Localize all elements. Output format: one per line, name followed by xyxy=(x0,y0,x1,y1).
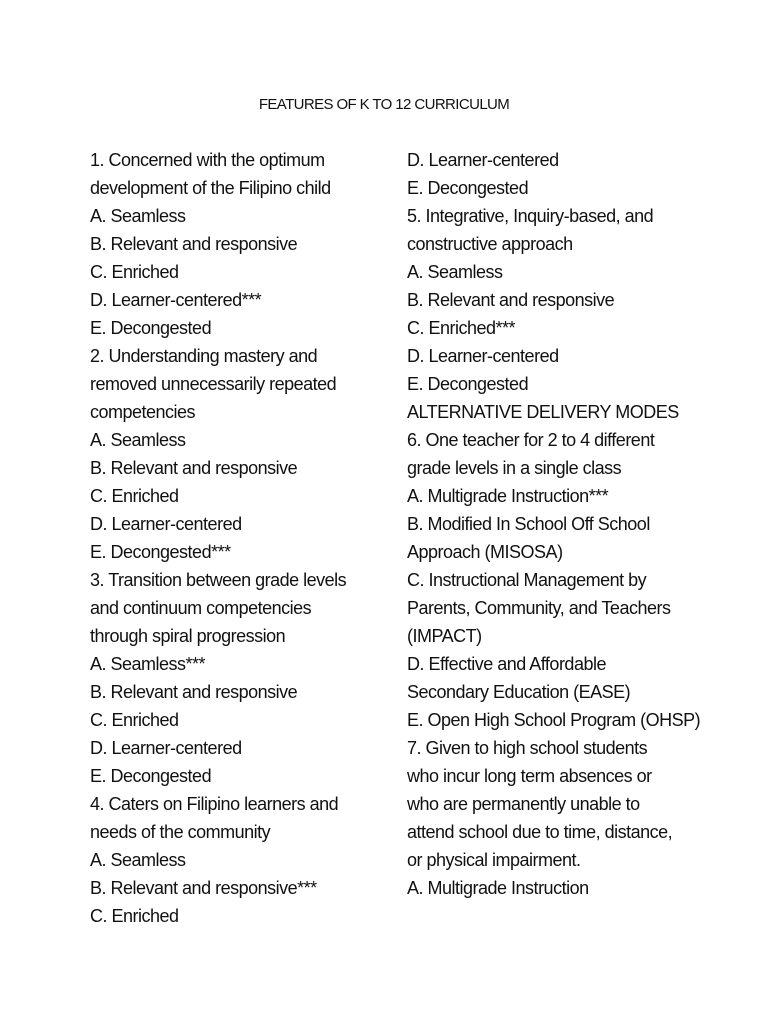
text-line: 3. Transition between grade levels xyxy=(90,570,347,590)
text-line: D. Learner-centered xyxy=(90,738,242,758)
text-line: C. Enriched*** xyxy=(407,318,516,338)
text-line: 1. Concerned with the optimum xyxy=(90,150,325,170)
text-line: needs of the community xyxy=(90,822,271,842)
text-line: C. Enriched xyxy=(90,262,179,282)
text-line: E. Decongested xyxy=(90,766,212,786)
text-line: Parents, Community, and Teachers xyxy=(407,598,671,618)
text-line: A. Seamless xyxy=(407,262,503,282)
text-line: C. Enriched xyxy=(90,906,179,926)
text-line: D. Learner-centered xyxy=(407,150,559,170)
text-line: or physical impairment. xyxy=(407,850,581,870)
text-line: constructive approach xyxy=(407,234,573,254)
text-line: B. Relevant and responsive*** xyxy=(90,878,317,898)
text-line: B. Relevant and responsive xyxy=(90,682,298,702)
text-line: Secondary Education (EASE) xyxy=(407,682,631,702)
text-line: E. Open High School Program (OHSP) xyxy=(407,710,701,730)
text-line: removed unnecessarily repeated xyxy=(90,374,337,394)
text-line: E. Decongested xyxy=(90,318,212,338)
text-line: E. Decongested xyxy=(407,178,529,198)
text-line: ALTERNATIVE DELIVERY MODES xyxy=(407,402,679,422)
text-line: D. Learner-centered xyxy=(90,514,242,534)
text-line: 7. Given to high school students xyxy=(407,738,648,758)
right-column xyxy=(407,146,707,902)
text-line: A. Multigrade Instruction*** xyxy=(407,486,609,506)
text-line: D. Learner-centered xyxy=(407,346,559,366)
text-line: E. Decongested xyxy=(407,374,529,394)
text-line: A. Seamless xyxy=(90,850,186,870)
text-line: B. Relevant and responsive xyxy=(90,234,298,254)
text-line: C. Enriched xyxy=(90,710,179,730)
text-line: competencies xyxy=(90,402,196,422)
text-line: 6. One teacher for 2 to 4 different xyxy=(407,430,655,450)
text-line: 2. Understanding mastery and xyxy=(90,346,318,366)
text-line: Approach (MISOSA) xyxy=(407,542,563,562)
text-line: E. Decongested*** xyxy=(90,542,231,562)
text-line: (IMPACT) xyxy=(407,626,482,646)
text-line: B. Relevant and responsive xyxy=(90,458,298,478)
text-line: development of the Filipino child xyxy=(90,178,331,198)
left-column xyxy=(90,146,390,930)
text-line: who incur long term absences or xyxy=(407,766,652,786)
text-line: A. Seamless xyxy=(90,430,186,450)
text-line: D. Learner-centered*** xyxy=(90,290,262,310)
text-line: A. Seamless xyxy=(90,206,186,226)
text-line: B. Modified In School Off School xyxy=(407,514,650,534)
text-line: who are permanently unable to xyxy=(407,794,640,814)
text-line: attend school due to time, distance, xyxy=(407,822,673,842)
text-line: C. Enriched xyxy=(90,486,179,506)
text-line: 4. Caters on Filipino learners and xyxy=(90,794,339,814)
document-title: FEATURES OF K TO 12 CURRICULUM xyxy=(258,96,510,113)
text-line: D. Effective and Affordable xyxy=(407,654,606,674)
text-line: A. Multigrade Instruction xyxy=(407,878,589,898)
text-line: and continuum competencies xyxy=(90,598,312,618)
text-line: through spiral progression xyxy=(90,626,286,646)
text-line: B. Relevant and responsive xyxy=(407,290,615,310)
text-line: grade levels in a single class xyxy=(407,458,622,478)
text-line: C. Instructional Management by xyxy=(407,570,647,590)
text-line: A. Seamless*** xyxy=(90,654,206,674)
text-line: 5. Integrative, Inquiry-based, and xyxy=(407,206,654,226)
